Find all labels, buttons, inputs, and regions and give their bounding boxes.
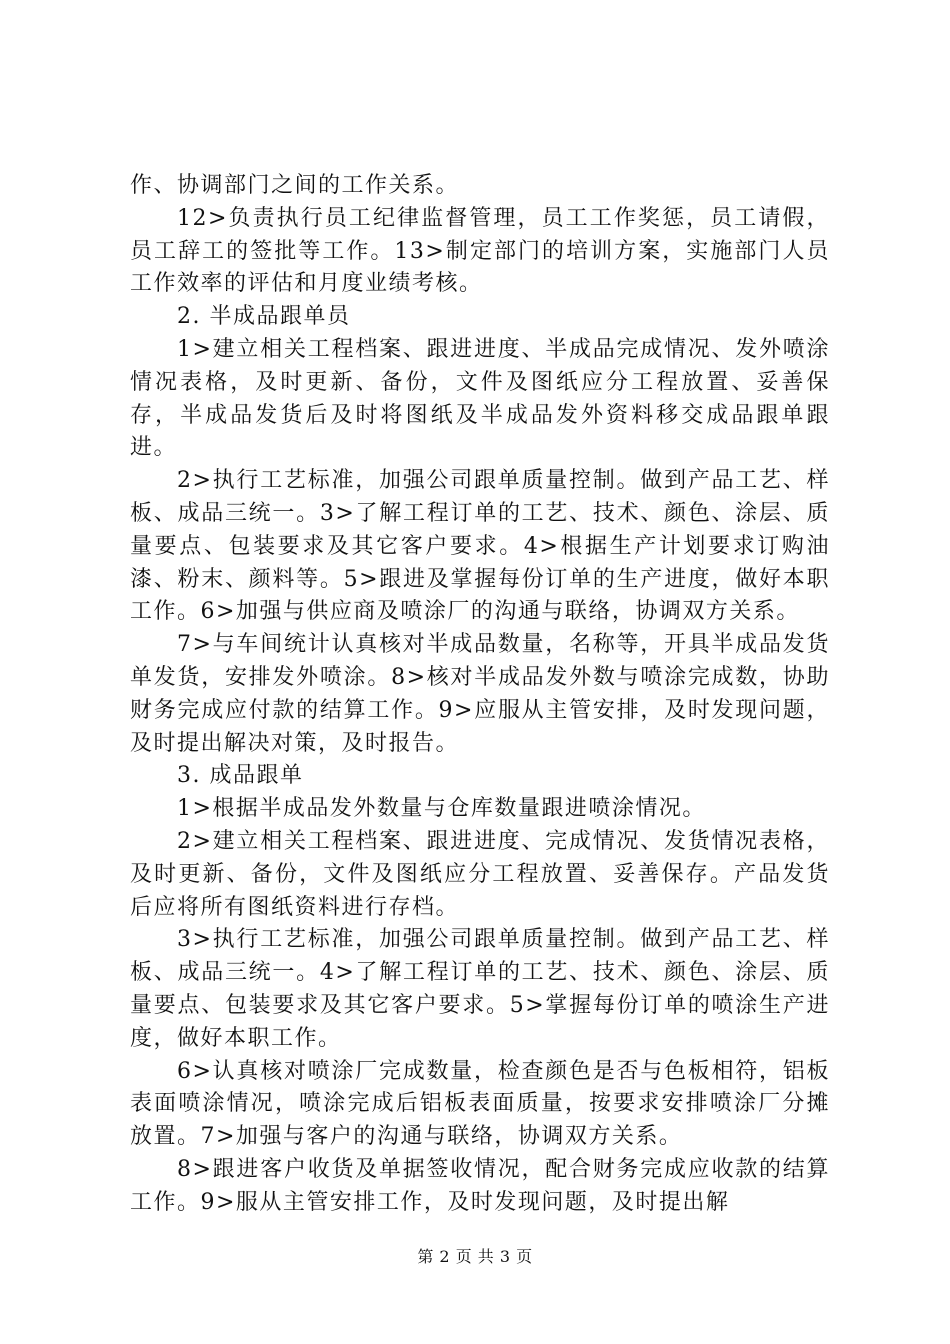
document-body xyxy=(130,170,830,1220)
section-heading-semi-finished-follower: 2. 半成品跟单员 xyxy=(177,304,351,330)
paragraph-duties-12-13: 12>负责执行员工纪律监督管理，员工工作奖惩，员工请假，员工辞工的签批等工作。13>制定部门的培训方案，实施部门人员工作效率的评估和月度业绩考核。 xyxy=(130,205,830,297)
paragraph-finished-2: 2>建立相关工程档案、跟进进度、完成情况、发货情况表格，及时更新、备份，文件及图纸应分工程放置、妥善保存。产品发货后应将所有图纸资料进行存档。 xyxy=(130,828,830,920)
paragraph-semi-2-6: 2>执行工艺标准，加强公司跟单质量控制。做到产品工艺、样板、成品三统一。3>了解工程订单的工艺、技术、颜色、涂层、质量要点、包装要求及其它客户要求。4>根据生产计划要求订购油漆、粉末、颜料等。5>跟进及掌握每份订单的生产进度，做好本职工作。6>加强与供应商及喷涂厂的沟通与联络，协调双方关系。 xyxy=(130,468,830,625)
page-number-footer: 第 2 页 共 3 页 xyxy=(417,1247,533,1266)
paragraph-finished-8-9: 8>跟进客户收货及单据签收情况，配合财务完成应收款的结算工作。9>服从主管安排工作，及时发现问题，及时提出解 xyxy=(130,1156,830,1215)
paragraph-semi-1: 1>建立相关工程档案、跟进进度、半成品完成情况、发外喷涂情况表格，及时更新、备份，文件及图纸应分工程放置、妥善保存，半成品发货后及时将图纸及半成品发外资料移交成品跟单跟进。 xyxy=(130,336,830,461)
paragraph-finished-1: 1>根据半成品发外数量与仓库数量跟进喷涂情况。 xyxy=(177,796,706,822)
paragraph-continuation: 作、协调部门之间的工作关系。 xyxy=(130,173,460,198)
paragraph-semi-7-9: 7>与车间统计认真核对半成品数量，名称等，开具半成品发货单发货，安排发外喷涂。8>核对半成品发外数与喷涂完成数，协助财务完成应付款的结算工作。9>应服从主管安排，及时发现问题，及时提出解决对策，及时报告。 xyxy=(130,632,830,756)
section-heading-finished-follower: 3. 成品跟单 xyxy=(177,763,304,789)
paragraph-finished-6-7: 6>认真核对喷涂厂完成数量，检查颜色是否与色板相符，铝板表面喷涂情况，喷涂完成后铝板表面质量，按要求安排喷涂厂分摊放置。7>加强与客户的沟通与联络，协调双方关系。 xyxy=(130,1058,830,1150)
paragraph-finished-3-5: 3>执行工艺标准，加强公司跟单质量控制。做到产品工艺、样板、成品三统一。4>了解工程订单的工艺、技术、颜色、涂层、质量要点、包装要求及其它客户要求。5>掌握每份订单的喷涂生产进度，做好本职工作。 xyxy=(130,927,830,1051)
